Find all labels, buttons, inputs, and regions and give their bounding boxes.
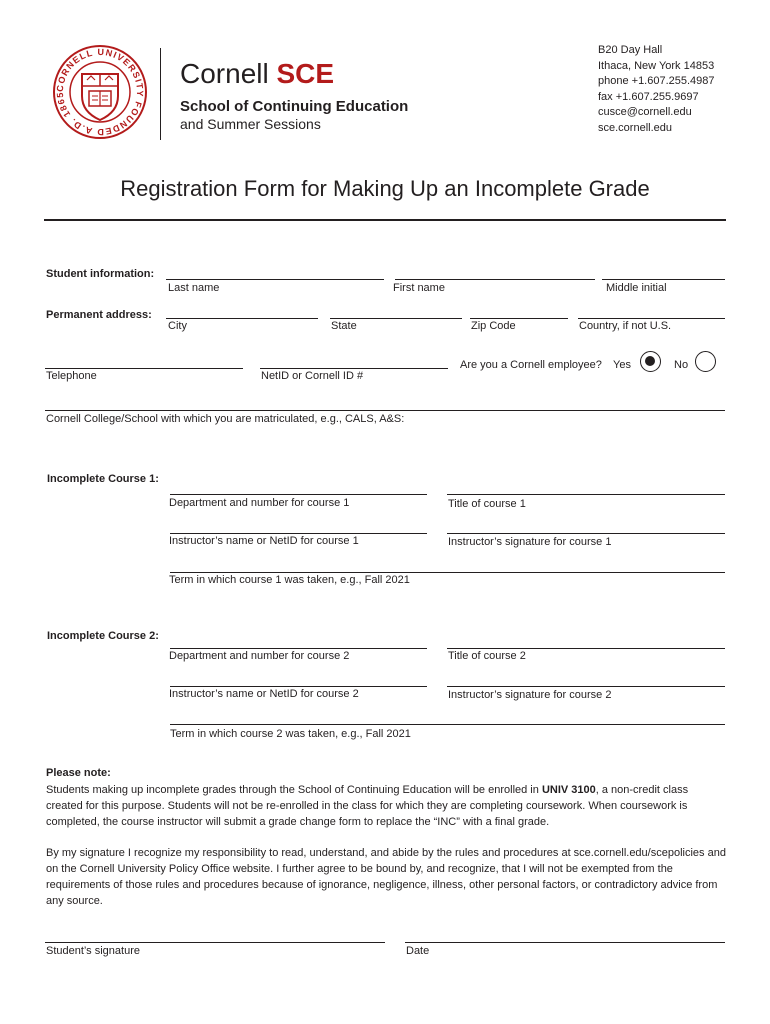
course2-dept-field[interactable] xyxy=(170,648,427,649)
student-info-label: Student information: xyxy=(46,268,155,280)
course1-dept-field[interactable] xyxy=(170,494,427,495)
state-field[interactable] xyxy=(330,318,462,319)
course2-dept-label: Department and number for course 2 xyxy=(169,650,350,662)
date-label: Date xyxy=(406,945,430,957)
course1-instructor-label: Instructor’s name or NetID for course 1 xyxy=(169,535,359,547)
state-label: State xyxy=(331,320,357,332)
course1-title-field[interactable] xyxy=(447,494,725,495)
address-line2: Ithaca, New York 14853 xyxy=(598,59,715,72)
brand-accent: SCE xyxy=(276,58,335,89)
student-signature-label: Student’s signature xyxy=(46,945,140,957)
course1-section-label: Incomplete Course 1: xyxy=(47,473,159,485)
course1-term-field[interactable] xyxy=(170,572,725,573)
please-note-heading: Please note: xyxy=(46,767,111,779)
brand-wordmark xyxy=(180,58,334,90)
seal-text: CORNELL UNIVERSITY FOUNDED A.D. 1865 xyxy=(54,46,146,138)
course1-signature-field[interactable] xyxy=(447,533,725,534)
employee-yes-radio-dot xyxy=(645,356,655,366)
website: sce.cornell.edu xyxy=(598,121,672,134)
netid-label: NetID or Cornell ID # xyxy=(261,370,364,382)
course2-term-field[interactable] xyxy=(170,724,725,725)
course1-instructor-field[interactable] xyxy=(170,533,427,534)
last-name-field[interactable] xyxy=(166,279,384,280)
country-label: Country, if not U.S. xyxy=(579,320,672,332)
form-title: Registration Form for Making Up an Incomplete Grade xyxy=(120,176,650,201)
middle-initial-label: Middle initial xyxy=(606,282,667,294)
contact-block xyxy=(598,43,715,136)
course1-dept-label: Department and number for course 1 xyxy=(169,497,350,509)
course1-signature-label: Instructor’s signature for course 1 xyxy=(448,536,612,548)
netid-field[interactable] xyxy=(260,368,448,369)
telephone-label: Telephone xyxy=(46,370,97,382)
fax: fax +1.607.255.9697 xyxy=(598,90,699,103)
course2-term-label: Term in which course 2 was taken, e.g., Fall 2021 xyxy=(170,728,411,740)
employee-no-label: No xyxy=(674,359,689,371)
enrollment-note-text-1: Students making up incomplete grades through the School of Continuing Education will be enrolled in xyxy=(46,784,542,796)
college-label: Cornell College/School with which you are matriculated, e.g., CALS, A&S: xyxy=(46,413,405,425)
course2-title-label: Title of course 2 xyxy=(448,650,526,662)
student-signature-field[interactable] xyxy=(45,942,385,943)
city-label: City xyxy=(168,320,187,332)
policy-agreement: By my signature I recognize my responsibility to read, understand, and abide by the rules and procedures at sce.cornell.edu/scepolicies and on the Cornell University Policy Office website. I further agree to be bound by, and recognize, that I will not be exempted from the requirements of those rules and procedures because of ignorance, negligence, illness, other personal factors, or contradictory advice from any source. xyxy=(46,847,726,907)
title-rule xyxy=(44,219,726,221)
school-name: School of Continuing Education xyxy=(180,98,409,115)
course2-title-field[interactable] xyxy=(447,648,725,649)
permanent-address-label: Permanent address: xyxy=(46,309,152,321)
course2-signature-field[interactable] xyxy=(447,686,725,687)
course2-instructor-label: Instructor’s name or NetID for course 2 xyxy=(169,688,359,700)
course2-signature-label: Instructor’s signature for course 2 xyxy=(448,689,612,701)
first-name-label: First name xyxy=(393,282,445,294)
zip-field[interactable] xyxy=(470,318,568,319)
header-divider xyxy=(160,48,161,140)
course2-instructor-field[interactable] xyxy=(170,686,427,687)
last-name-label: Last name xyxy=(168,282,220,294)
enrollment-note xyxy=(46,782,726,830)
email: cusce@cornell.edu xyxy=(598,106,692,118)
course2-section-label: Incomplete Course 2: xyxy=(47,630,159,642)
employee-no-radio[interactable] xyxy=(695,351,716,372)
middle-initial-field[interactable] xyxy=(602,279,725,280)
employee-yes-label: Yes xyxy=(613,359,631,371)
school-subline: and Summer Sessions xyxy=(180,116,321,132)
univ-course-code: UNIV 3100 xyxy=(541,784,596,796)
country-field[interactable] xyxy=(578,318,725,319)
telephone-field[interactable] xyxy=(45,368,243,369)
enrollment-note-text-2: , a non-credit class created for this purpose. Students will not be re-enrolled in the class for which they are completing coursework. When coursework is completed, the course instructor will submit a grade change form to replace the “INC” with a final grade. xyxy=(46,784,689,828)
cornell-seal-icon xyxy=(52,44,148,140)
course1-term-label: Term in which course 1 was taken, e.g., Fall 2021 xyxy=(169,574,410,586)
zip-label: Zip Code xyxy=(471,320,516,332)
first-name-field[interactable] xyxy=(395,279,595,280)
address-line1: B20 Day Hall xyxy=(598,44,663,56)
course1-title-label: Title of course 1 xyxy=(448,498,526,510)
date-field[interactable] xyxy=(405,942,725,943)
phone: phone +1.607.255.4987 xyxy=(598,75,715,87)
city-field[interactable] xyxy=(166,318,318,319)
employee-question: Are you a Cornell employee? xyxy=(460,359,602,371)
college-field[interactable] xyxy=(45,410,725,411)
brand-name: Cornell xyxy=(180,58,269,89)
employee-yes-radio[interactable] xyxy=(640,351,661,372)
